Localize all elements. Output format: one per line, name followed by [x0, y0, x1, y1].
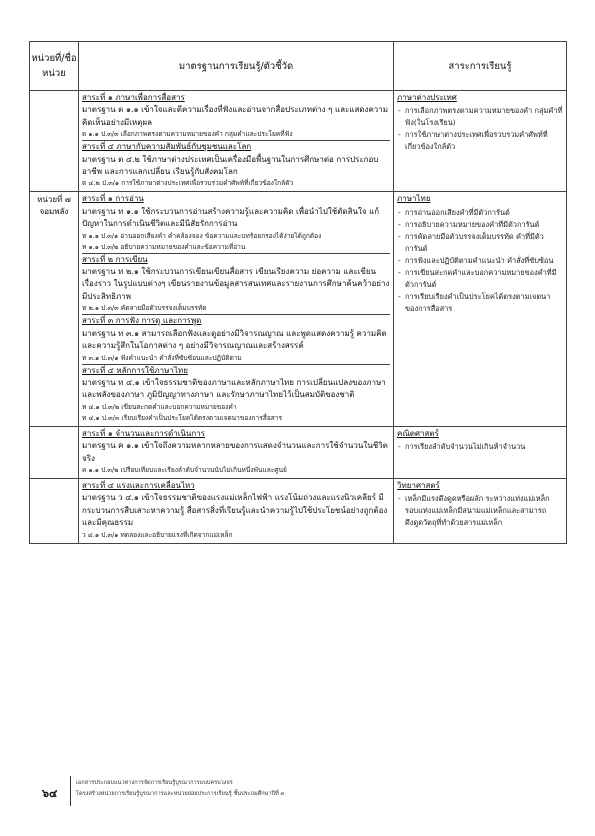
curriculum-table [29, 41, 567, 544]
unit-cell [30, 478, 79, 543]
footer-line-1: เอกสารประกอบแนวทางการจัดการเรียนรู้บูรณาการแบบครบวงจร [76, 780, 233, 786]
standard-text: มาตรฐาน ท ๔.๑ เข้าใจธรรมชาติของภาษาและหลักภาษาไทย การเปลี่ยนแปลงของภาษาและพลังของภาษา ภูมิปัญญาทางภาษา และรักษาภาษาไทยไว้เป็นสมบัติของชาติ [82, 377, 386, 400]
content-cell [394, 192, 567, 426]
indicator-text: ท ๓.๑ ป.๓/๑ ฟังคำแนะนำ คำสั่งที่ซับซ้อนและปฏิบัติตาม [82, 353, 242, 362]
footer-text [76, 778, 284, 800]
indicator-text: ค ๑.๑ ป.๓/๒ เปรียบเทียบและเรียงลำดับจำนวนนับไม่เกินหนึ่งพันและศูนย์ [82, 465, 287, 474]
standard-text: มาตรฐาน ท ๓.๑ สามารถเลือกฟังและดูอย่างมีวิจารณญาณ และพูดแสดงความรู้ ความคิด และความรู้สึกในโอกาสต่าง ๆ อย่างมีวิจารณญาณและสร้างสรรค์ [82, 328, 387, 351]
header-content: สาระการเรียนรู้ [394, 42, 567, 91]
content-list [397, 105, 563, 153]
standard-block [82, 428, 390, 476]
standard-block [82, 480, 390, 541]
subject-heading: ภาษาไทย [397, 194, 431, 204]
indicator-text: ท ๔.๑ ป.๓/๒ เขียนสะกดคำและบอกความหมายของคำ [82, 402, 237, 411]
unit-cell [30, 426, 79, 478]
header-unit: หน่วยที่/ชื่อหน่วย [30, 42, 79, 91]
content-item: - การคัดลายมือตัวบรรจงเต็มบรรทัด คำที่มีตัวการันต์ [397, 231, 563, 255]
strand-title: สาระที่ ๒ การเขียน [82, 254, 148, 264]
strand-title: สาระที่ ๓ การฟัง การดู และการพูด [82, 316, 202, 326]
content-item: - การเรียบเรียงคำเป็นประโยคได้ตรงตามเจตนาของการสื่อสาร [397, 291, 563, 315]
standards-cell [79, 478, 394, 543]
header-standards: มาตรฐานการเรียนรู้/ตัวชี้วัด [79, 42, 394, 91]
standard-block [82, 314, 390, 363]
standards-cell [79, 192, 394, 426]
standards-cell [79, 91, 394, 192]
table-row [30, 426, 567, 478]
strand-title: สาระที่ ๔ ภาษากับความสัมพันธ์กับชุมชนและโลก [82, 142, 252, 152]
strand-title: สาระที่ ๑ จำนวนและการดำเนินการ [82, 428, 205, 438]
strand-title: สาระที่ ๔ หลักการใช้ภาษาไทย [82, 365, 188, 375]
content-item: - การเขียนสะกดคำและบอกความหมายของคำที่มีตัวการันต์ [397, 267, 563, 291]
strand-title: สาระที่ ๑ การอ่าน [82, 194, 144, 204]
strand-title: สาระที่ ๔ แรงและการเคลื่อนไหว [82, 480, 195, 490]
indicator-text: ท ๔.๑ ป.๓/๓ เรียบเรียงคำเป็นประโยคได้ตรงตามเจตนาของการสื่อสาร [82, 413, 283, 422]
table-row [30, 91, 567, 192]
unit-cell [30, 91, 79, 192]
table-row [30, 478, 567, 543]
content-item: - การฟังและปฏิบัติตามคำแนะนำ คำสั่งที่ซับซ้อน [397, 255, 563, 267]
content-list [397, 207, 563, 315]
table-row [30, 192, 567, 426]
indicator-text: ว ๔.๑ ป.๓/๑ ทดลองและอธิบายแรงที่เกิดจากแม่เหล็ก [82, 530, 233, 539]
standard-text: มาตรฐาน ค ๑.๑ เข้าใจถึงความหลากหลายของการแสดงจำนวนและการใช้จำนวนในชีวิตจริง [82, 441, 388, 463]
content-list [397, 493, 563, 529]
content-item: - การเลือกภาพตรงตามความหมายของคำ กลุ่มคำที่ฟัง(ในโรงเรียน) [397, 105, 563, 129]
content-item: - การใช้ภาษาต่างประเทศเพื่อรวบรวมคำศัพท์ที่เกี่ยวข้องใกล้ตัว [397, 129, 563, 153]
standard-block [82, 140, 390, 189]
standard-block [82, 193, 390, 252]
standard-block [82, 364, 390, 424]
indicator-text: ท ๑.๑ ป.๓/๒ อธิบายความหมายของคำและข้อความที่อ่าน [82, 242, 246, 251]
standard-text: มาตรฐาน ว ๔.๑ เข้าใจธรรมชาติของแรงแม่เหล็กไฟฟ้า แรงโน้มถ่วงและแรงนิวเคลียร์ มีกระบวนการสืบเสาะหาความรู้ สื่อสารสิ่งที่เรียนรู้และนำความรู้ไปใช้ประโยชน์อย่างถูกต้องและมีคุณธรรม [82, 493, 388, 528]
unit-cell: หน่วยที่ ๗ จอมพลัง [30, 192, 79, 426]
table-body [30, 91, 567, 544]
indicator-text: ท ๒.๑ ป.๓/๓ คัดลายมือตัวบรรจงเต็มบรรทัด [82, 304, 207, 313]
standard-block [82, 92, 390, 140]
strand-title: สาระที่ ๑ ภาษาเพื่อการสื่อสาร [82, 93, 185, 102]
footer-line-2: โครงสร้างหน่วยการเรียนรู้บูรณาการและหน่วยย่อยประการเรียนรู้ ชั้นประถมศึกษาปีที่ ๓ [76, 791, 285, 797]
content-item: - การอธิบายความหมายของคำที่มีตัวการันต์ [397, 219, 563, 231]
content-item: - การเรียงลำดับจำนวนไม่เกินห้าจำนวน [397, 441, 563, 453]
standard-text: มาตรฐาน ท ๒.๑ ใช้กระบวนการเขียนเขียนสื่อสาร เขียนเรียงความ ย่อความ และเขียนเรื่องราว ในรูปแบบต่างๆ เขียนรายงานข้อมูลสารสนเทศและรายงานการศึกษาค้นคว้าอย่างมีประสิทธิภาพ [82, 267, 390, 301]
subject-heading: ภาษาต่างประเทศ [397, 93, 457, 102]
indicator-text: ท ๑.๑ ป.๓/๑ อ่านออกเสียงคำ คำคล้องจอง ข้อความและบทร้อยกรองได้ง่ายได้ถูกต้อง [82, 231, 322, 240]
content-item: - เหล็กมีแรงดึงดูดหรือผลัก ระหว่างแท่งแม่เหล็ก รอบแท่งแม่เหล็กมีสนามแม่เหล็กและสามารถดึงดูดวัตถุที่ทำด้วยสารแม่เหล็ก [397, 493, 563, 529]
subject-heading: วิทยาศาสตร์ [397, 480, 440, 490]
indicator-text: ต ๑.๑ ป.๓/๓ เลือกภาพตรงตามความหมายของคำ กลุ่มคำและประโยคที่ฟัง [82, 130, 293, 139]
content-cell [394, 426, 567, 478]
content-list [397, 441, 563, 453]
content-cell [394, 91, 567, 192]
content-item: - การอ่านออกเสียงคำที่มีตัวการันต์ [397, 207, 563, 219]
table-header-row [30, 42, 567, 91]
content-cell [394, 478, 567, 543]
indicator-text: ต ๔.๒ ป.๓/๑ การใช้ภาษาต่างประเทศเพื่อรวบรวมคำศัพท์ที่เกี่ยวข้องใกล้ตัว [82, 179, 294, 188]
standard-block [82, 253, 390, 315]
standard-text: มาตรฐาน ท ๑.๑ ใช้กระบวนการอ่านสร้างความรู้และความคิด เพื่อนำไปใช้ตัดสินใจ แก้ปัญหาในการดำเนินชีวิตและมีนิสัยรักการอ่าน [82, 206, 380, 229]
page-footer [29, 774, 566, 814]
page-number: ๖๔ [42, 787, 58, 800]
standard-text: มาตรฐาน ต ๑.๑ เข้าใจและตีความเรื่องที่ฟังและอ่านจากสื่อประเภทต่าง ๆ และแสดงความคิดเห็นอย่างมีเหตุผล [82, 105, 389, 127]
footer-divider [70, 776, 71, 806]
standards-cell [79, 426, 394, 478]
standard-text: มาตรฐาน ต ๔.๒ ใช้ภาษาต่างประเทศเป็นเครื่องมือพื้นฐานในการศึกษาต่อ การประกอบอาชีพ และการแลกเปลี่ยน เรียนรู้กับสังคมโลก [82, 154, 379, 177]
subject-heading: คณิตศาสตร์ [397, 428, 439, 438]
